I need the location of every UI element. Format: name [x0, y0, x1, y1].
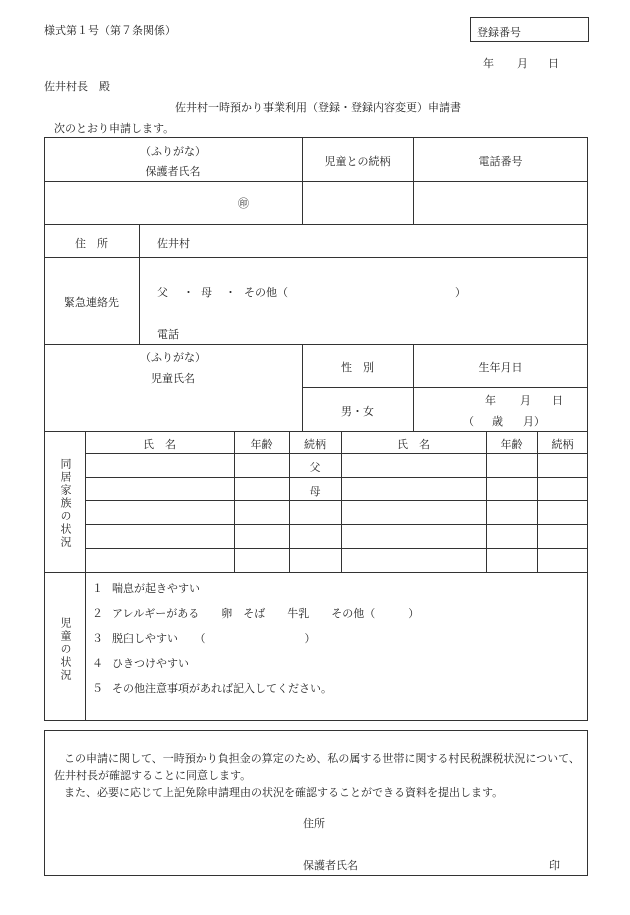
dob-label: 生年月日 — [478, 361, 523, 374]
family-relation-father: 父 — [309, 461, 321, 474]
form-number: 様式第１号（第７条関係） — [44, 24, 176, 37]
guardian-name-label: 保護者氏名 — [145, 165, 201, 178]
family-header-age-2: 年齢 — [500, 438, 523, 451]
document-title: 佐井村一時預かり事業利用（登録・登録内容変更）申請書 — [175, 101, 461, 114]
dob-month: 月 — [520, 394, 531, 407]
date-year: 年 — [483, 57, 494, 70]
relation-label: 児童との続柄 — [324, 155, 391, 168]
intro-text: 次のとおり申請します。 — [54, 122, 175, 135]
family-header-name-1: 氏 名 — [143, 438, 176, 451]
sex-label: 性 別 — [341, 361, 374, 374]
phone-field[interactable] — [413, 181, 588, 224]
condition-item-4-num: ４ — [92, 657, 103, 670]
emergency-phone-label: 電話 — [157, 328, 179, 341]
consent-line-3: また、必要に応じて上記免除申請理由の状況を確認することができる資料を提出します。 — [64, 786, 504, 799]
condition-item-5-num: ５ — [92, 682, 103, 695]
condition-item-3[interactable]: 脱臼しやすい （ ） — [112, 632, 316, 645]
registration-number-box[interactable] — [470, 17, 589, 42]
consent-guardian-name-label: 保護者氏名 — [303, 859, 358, 872]
emergency-label: 緊急連絡先 — [64, 296, 119, 309]
family-section-label: 同居家族の状況 — [59, 458, 72, 549]
age-label: 歳 — [492, 415, 503, 428]
emergency-dot-2: ・ — [225, 286, 236, 299]
date-month: 月 — [517, 57, 528, 70]
consent-line-1: この申請に関して、一時預かり負担金の算定のため、私の属する世帯に関する村民税課税状況について、 — [64, 752, 580, 765]
condition-item-5[interactable]: その他注意事項があれば記入してください。 — [112, 682, 332, 695]
address-label: 住 所 — [75, 237, 108, 250]
phone-label: 電話番号 — [478, 155, 523, 168]
condition-item-2[interactable]: アレルギーがある 卵 そば 牛乳 その他（ ） — [112, 607, 420, 620]
condition-item-1[interactable]: 喘息が起きやすい — [112, 582, 200, 595]
dob-year: 年 — [485, 394, 496, 407]
consent-address-label: 住所 — [303, 817, 325, 830]
relation-field[interactable] — [302, 181, 413, 224]
family-header-name-2: 氏 名 — [397, 438, 430, 451]
age-open-paren: （ — [463, 415, 474, 428]
emergency-dot-1: ・ — [183, 286, 194, 299]
condition-section-label: 児童の状況 — [59, 617, 72, 682]
consent-seal-icon: 印 — [549, 859, 560, 872]
emergency-close-paren: ） — [455, 286, 466, 299]
sex-select[interactable]: 男・女 — [341, 405, 374, 418]
consent-line-2: 佐井村長が確認することに同意します。 — [54, 769, 252, 782]
emergency-mother[interactable]: 母 — [201, 286, 212, 299]
age-month-label: 月） — [523, 415, 545, 428]
registration-number-label: 登録番号 — [477, 26, 521, 39]
condition-item-4[interactable]: ひきつけやすい — [112, 657, 189, 670]
guardian-seal-icon: ㊞ — [238, 197, 249, 210]
guardian-name-field[interactable] — [44, 181, 302, 224]
condition-item-2-num: ２ — [92, 607, 103, 620]
child-name-field[interactable] — [44, 387, 302, 431]
condition-item-1-num: １ — [92, 582, 103, 595]
child-furigana: （ふりがな） — [140, 351, 206, 364]
guardian-furigana: （ふりがな） — [140, 145, 206, 158]
family-header-age-1: 年齢 — [250, 438, 273, 451]
emergency-father[interactable]: 父 — [157, 286, 168, 299]
date-day: 日 — [548, 57, 559, 70]
dob-day: 日 — [552, 394, 563, 407]
address-value[interactable]: 佐井村 — [157, 237, 190, 250]
condition-item-3-num: ３ — [92, 632, 103, 645]
family-relation-mother: 母 — [309, 485, 321, 498]
family-header-relation-2: 続柄 — [551, 438, 574, 451]
child-name-label: 児童氏名 — [151, 372, 195, 385]
family-header-relation-1: 続柄 — [304, 438, 326, 451]
emergency-other[interactable]: その他（ — [244, 286, 288, 299]
addressee: 佐井村長 殿 — [44, 80, 110, 93]
